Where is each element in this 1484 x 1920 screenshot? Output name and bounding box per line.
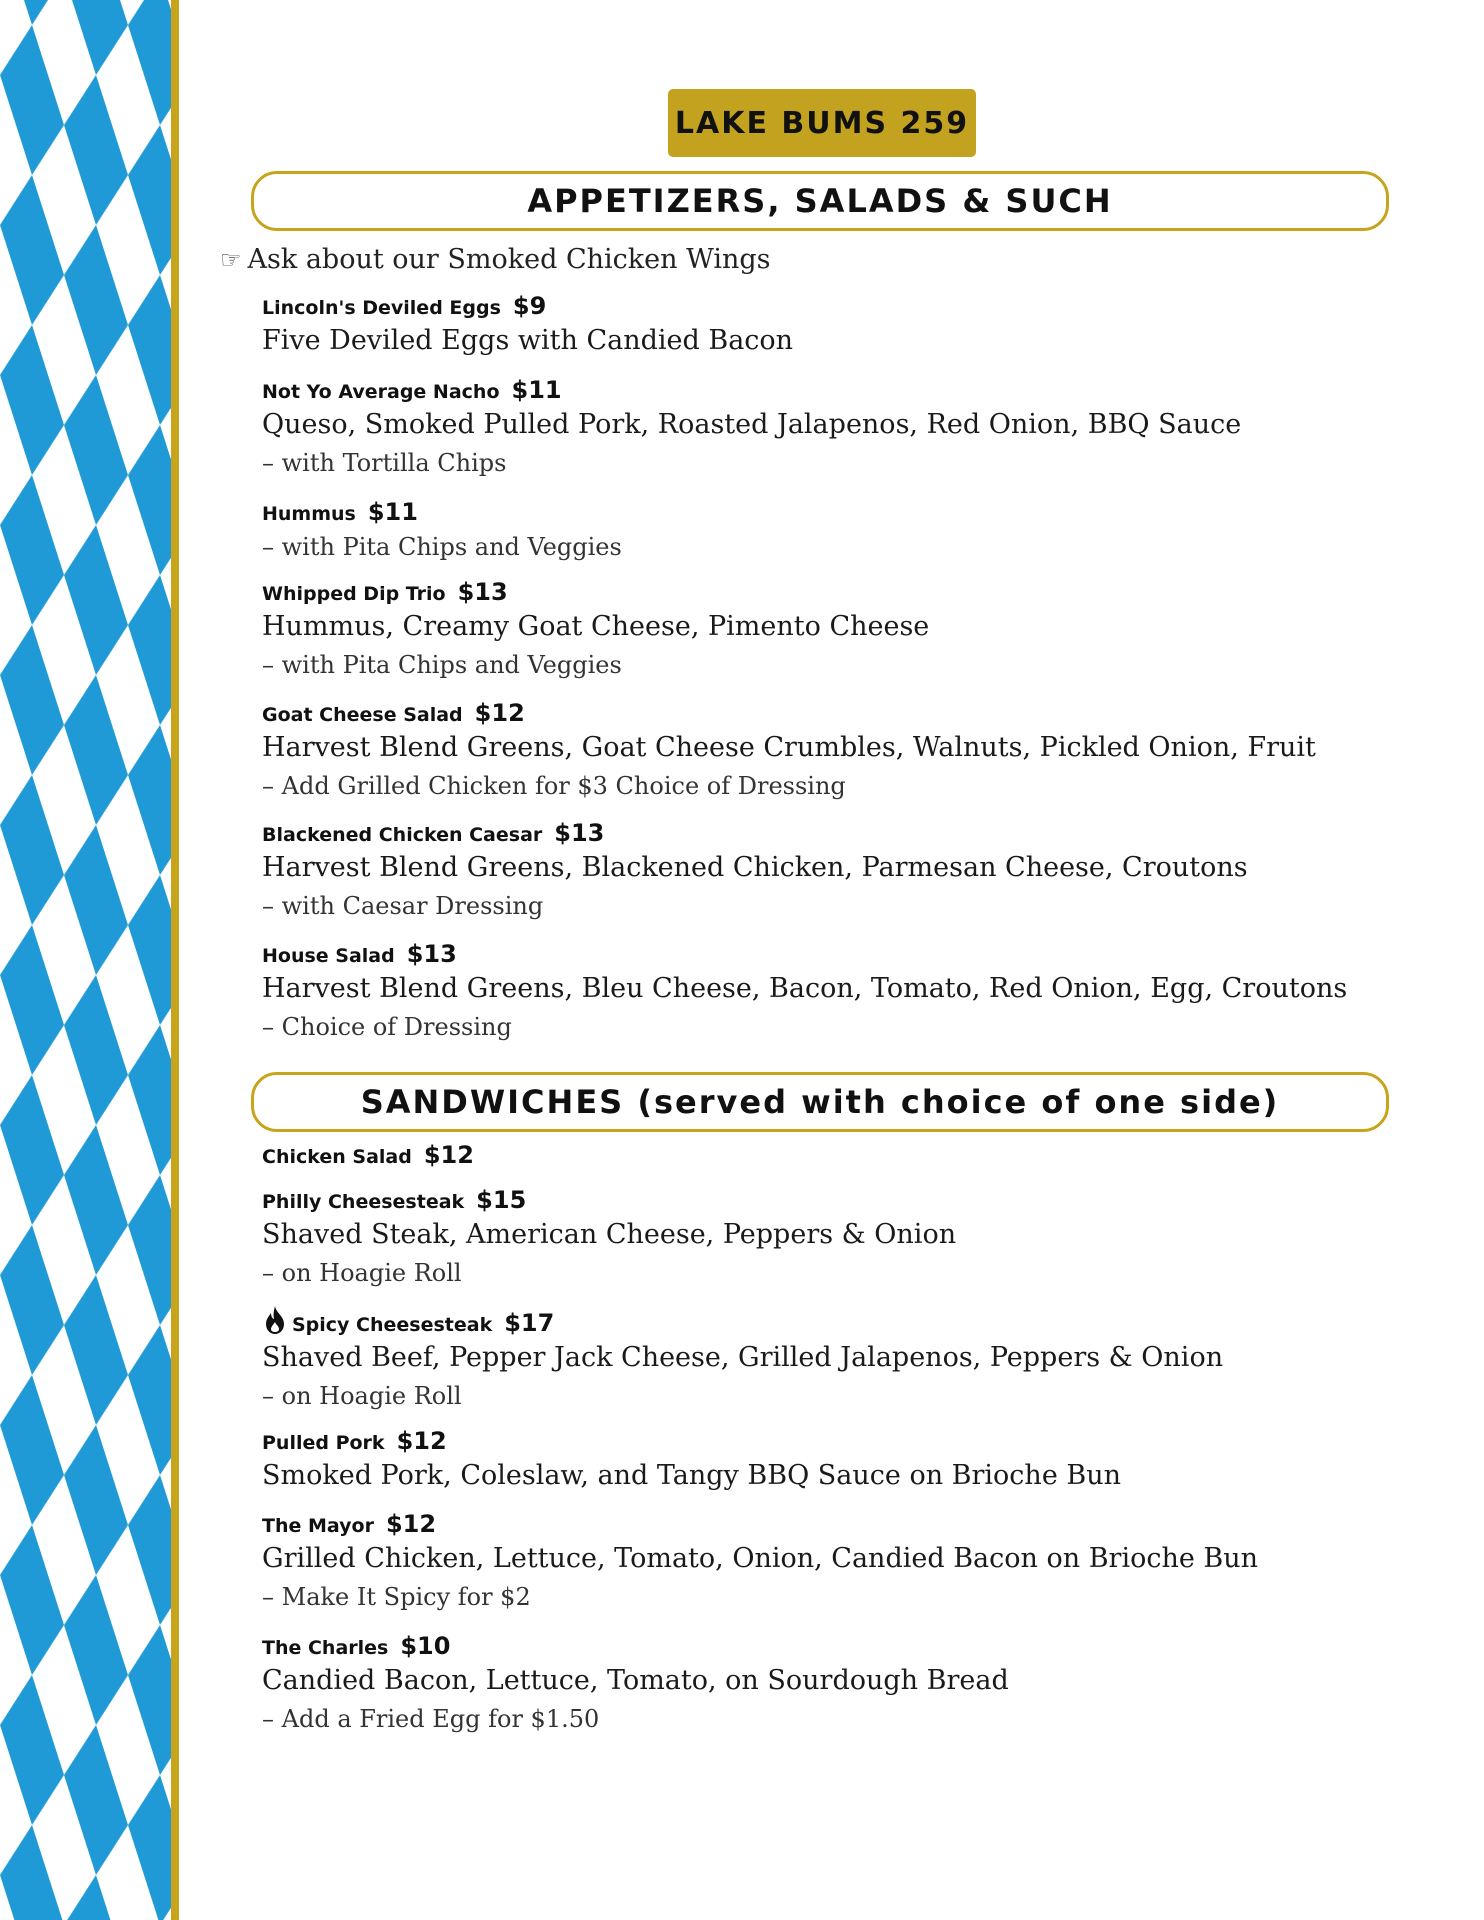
menu-item-deviled-eggs xyxy=(262,292,793,360)
menu-item-dip-trio xyxy=(262,578,929,684)
note-text: Ask about our Smoked Chicken Wings xyxy=(247,244,771,275)
item-name: Whipped Dip Trio xyxy=(262,583,446,605)
item-price: $12 xyxy=(423,1141,474,1169)
item-name: House Salad xyxy=(262,945,395,967)
menu-item-house-salad xyxy=(262,940,1347,1046)
item-name: Philly Cheesesteak xyxy=(262,1191,465,1213)
section-header-sandwiches: SANDWICHES (served with choice of one side) xyxy=(251,1072,1389,1132)
diamond-pattern-border xyxy=(0,0,171,1920)
fire-icon xyxy=(262,1305,288,1339)
item-price: $12 xyxy=(474,699,525,727)
item-extra: – with Tortilla Chips xyxy=(262,449,507,477)
item-extra: – on Hoagie Roll xyxy=(262,1382,462,1410)
pointing-hand-icon: ☞ xyxy=(220,246,242,274)
item-price: $15 xyxy=(476,1186,527,1214)
wings-note xyxy=(220,244,771,275)
menu-item-chicken-caesar xyxy=(262,819,1248,925)
item-price: $17 xyxy=(504,1309,555,1337)
menu-item-hummus xyxy=(262,498,622,566)
item-description: Hummus, Creamy Goat Cheese, Pimento Cheese xyxy=(262,611,930,642)
item-description: Grilled Chicken, Lettuce, Tomato, Onion, Candied Bacon on Brioche Bun xyxy=(262,1543,1259,1574)
item-extra: – Choice of Dressing xyxy=(262,1013,512,1041)
item-price: $13 xyxy=(457,578,508,606)
menu-item-the-mayor xyxy=(262,1510,1258,1616)
brand-banner: LAKE BUMS 259 xyxy=(670,91,974,155)
item-description: Shaved Steak, American Cheese, Peppers & Onion xyxy=(262,1219,957,1250)
item-price: $12 xyxy=(385,1510,437,1538)
item-price: $13 xyxy=(406,940,457,968)
item-description: Queso, Smoked Pulled Pork, Roasted Jalapenos, Red Onion, BBQ Sauce xyxy=(262,409,1242,440)
item-extra: – Add Grilled Chicken for $3 Choice of Dressing xyxy=(262,772,846,800)
item-description: Harvest Blend Greens, Bleu Cheese, Bacon, Tomato, Red Onion, Egg, Croutons xyxy=(262,973,1348,1004)
item-name: Goat Cheese Salad xyxy=(262,704,463,726)
item-price: $11 xyxy=(511,376,562,404)
item-name: Lincoln's Deviled Eggs xyxy=(262,297,501,319)
item-name: Chicken Salad xyxy=(262,1146,412,1168)
item-extra: – Make It Spicy for $2 xyxy=(262,1583,531,1611)
item-extra: – on Hoagie Roll xyxy=(262,1259,462,1287)
item-price: $12 xyxy=(396,1427,447,1455)
item-description: Harvest Blend Greens, Blackened Chicken, Parmesan Cheese, Croutons xyxy=(262,852,1248,883)
item-price: $9 xyxy=(512,292,547,320)
menu-item-philly-cheesesteak xyxy=(262,1186,956,1292)
item-price: $10 xyxy=(400,1632,451,1660)
menu-item-spicy-cheesesteak xyxy=(262,1305,1223,1415)
item-extra: – with Caesar Dressing xyxy=(262,892,544,920)
item-name: Pulled Pork xyxy=(262,1432,385,1454)
menu-item-the-charles xyxy=(262,1632,1009,1738)
item-description: Shaved Beef, Pepper Jack Cheese, Grilled Jalapenos, Peppers & Onion xyxy=(262,1342,1224,1373)
item-extra: – Add a Fried Egg for $1.50 xyxy=(262,1705,600,1733)
item-description: Candied Bacon, Lettuce, Tomato, on Sourdough Bread xyxy=(262,1665,1009,1696)
gold-divider-line xyxy=(171,0,179,1920)
item-name: Not Yo Average Nacho xyxy=(262,381,500,403)
item-name: Spicy Cheesesteak xyxy=(292,1314,493,1336)
item-name: Blackened Chicken Caesar xyxy=(262,824,543,846)
menu-item-pulled-pork xyxy=(262,1427,1121,1495)
item-price: $11 xyxy=(367,498,418,526)
menu-item-goat-cheese-salad xyxy=(262,699,1316,805)
section-header-appetizers: APPETIZERS, SALADS & SUCH xyxy=(251,171,1389,231)
item-description: Harvest Blend Greens, Goat Cheese Crumbles, Walnuts, Pickled Onion, Fruit xyxy=(262,732,1316,763)
menu-item-chicken-salad xyxy=(262,1141,474,1171)
item-price: $13 xyxy=(554,819,605,847)
item-description: Five Deviled Eggs with Candied Bacon xyxy=(262,325,794,356)
item-name: Hummus xyxy=(262,503,356,525)
item-name: The Charles xyxy=(262,1637,389,1659)
item-description: Smoked Pork, Coleslaw, and Tangy BBQ Sauce on Brioche Bun xyxy=(262,1460,1122,1491)
item-extra: – with Pita Chips and Veggies xyxy=(262,651,622,679)
item-extra: – with Pita Chips and Veggies xyxy=(262,533,622,561)
item-name: The Mayor xyxy=(262,1515,374,1537)
menu-item-nacho xyxy=(262,376,1241,482)
